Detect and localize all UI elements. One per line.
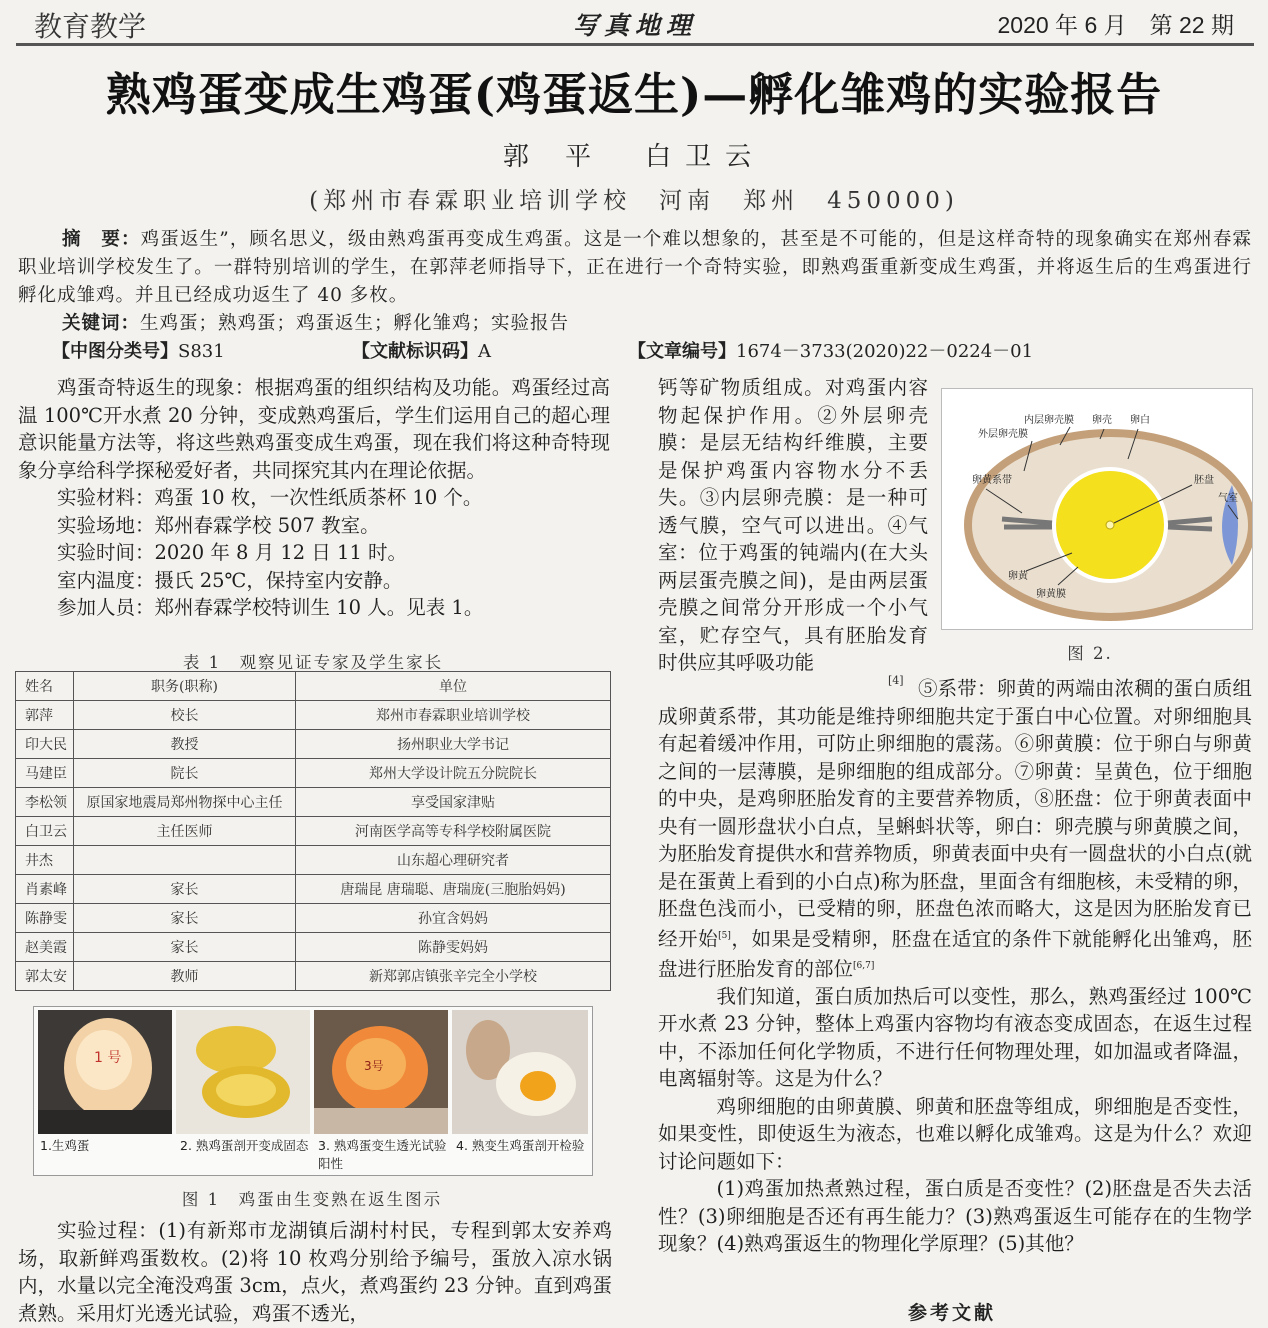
article-title: 熟鸡蛋变成生鸡蛋(鸡蛋返生)—孵化雏鸡的实验报告 (105, 68, 1163, 121)
right-column-wide (658, 675, 1252, 1258)
table-cell: 教授 (74, 730, 296, 759)
photo-candling (314, 1010, 448, 1134)
table-row (16, 875, 611, 904)
figure1-caption: 图 1 鸡蛋由生变熟在返生图示 (181, 1190, 443, 1209)
label-air-cell: 气室 (1218, 493, 1238, 504)
label-albumen: 卵白 (1130, 415, 1150, 426)
ref-4: [4] (888, 674, 904, 687)
table-header-cell: 单位 (296, 672, 611, 701)
clc-number: 【中图分类号】S831 (52, 341, 225, 362)
table-cell: 家长 (74, 933, 296, 962)
keywords-text: 生鸡蛋；熟鸡蛋；鸡蛋返生；孵化雏鸡；实验报告 (140, 313, 570, 334)
table-cell: 教师 (74, 962, 296, 991)
figure-1 (33, 1006, 593, 1176)
photo-opened-egg (452, 1010, 588, 1134)
process-paragraph: 实验过程：(1)有新郑市龙湖镇后湖村村民，专程到郭太安养鸡场，取新鲜鸡蛋数枚。(2)将 10 枚鸡分别给予编号，蛋放入凉水锅内，水量以完全淹没鸡蛋 3cm，点火，煮鸡蛋约 23 分钟。直到鸡蛋煮熟。采用灯光透光试验，鸡蛋不透光， (18, 1219, 612, 1325)
table-cell: 孙宜含妈妈 (296, 904, 611, 933)
discussion-paragraph-2: 鸡卵细胞的由卵黄膜、卵黄和胚盘等组成，卵细胞是否变性，如果变性，即使返生为液态，也难以孵化成雏鸡。这是为什么？欢迎讨论问题如下： (658, 1094, 1252, 1173)
table-row (16, 701, 611, 730)
table-cell: 扬州职业大学书记 (296, 730, 611, 759)
temperature: 室内温度：摄氏 25℃，保持室内安静。 (57, 568, 403, 592)
table-1 (15, 671, 611, 991)
keywords-label: 关键词： (62, 313, 141, 334)
authors: 郭 平 白卫云 (502, 142, 766, 172)
photo-raw-egg (38, 1010, 172, 1134)
photo-label-3: 3. 熟鸡蛋变生透光试验阳性 (318, 1138, 447, 1171)
header-rule (16, 43, 1254, 46)
structure-continued: ⑤系带：卵黄的两端由浓稠的蛋白质组成卵黄系带，其功能是维持卵细胞共定于蛋白中心位置。对卵细胞具有起着缓冲作用，可防止卵细胞的震荡。⑥卵黄膜：位于卵白与卵黄之间的一层薄膜，是卵细胞的组成部分。⑦卵黄：呈黄色，位于细胞的中央，是鸡卵胚胎发育的主要营养物质，⑧胚盘：位于卵黄表面中央有一圆形盘状小白点，呈蝌蚪状等，卵白：卵壳膜与卵黄膜之间，为胚胎发育提供水和营养物质，卵黄表面中央有一圆盘状的小白点(就是在蛋黄上看到的小白点)称为胚盘，里面含有细胞核，未受精的卵，胚盘色浅而小，已受精的卵，胚盘色浓而略大，这是因为胚胎发育已经开始[5]，如果是受精卵，胚盘在适宜的条件下就能孵化出雏鸡，胚盘进行胚胎发育的部位[6,7] (658, 677, 1252, 980)
table-cell: 白卫云 (16, 817, 74, 846)
label-yolk: 卵黄 (1008, 571, 1028, 582)
table1-caption: 表 1 观察见证专家及学生家长 (182, 653, 444, 672)
table-cell: 井杰 (16, 846, 74, 875)
table-cell: 陈静雯 (16, 904, 74, 933)
table-header-cell: 职务(职称) (74, 672, 296, 701)
table-cell: 家长 (74, 875, 296, 904)
photo-cooked-egg (176, 1010, 310, 1134)
left-column-upper (18, 374, 610, 622)
table-row (16, 933, 611, 962)
article-number: 【文章编号】1674－3733(2020)22－0224－01 (628, 341, 1034, 362)
left-column-lower (18, 1217, 612, 1327)
label-germinal-disc: 胚盘 (1194, 475, 1214, 486)
journal-section: 教育教学 (34, 10, 147, 43)
place: 实验场地：郑州春霖学校 507 教室。 (57, 513, 380, 537)
photo-label-4: 4. 熟变生鸡蛋剖开检验 (456, 1138, 585, 1153)
figure2-caption: 图 2. (1067, 644, 1113, 663)
table-cell: 河南医学高等专科学校附属医院 (296, 817, 611, 846)
table-header-row (16, 672, 611, 701)
table-header-cell: 姓名 (16, 672, 74, 701)
label-inner-membrane: 内层卵壳膜 (1024, 415, 1074, 426)
table-row (16, 730, 611, 759)
table-row (16, 962, 611, 991)
ref-6-7: [6,7] (853, 960, 875, 971)
table-cell: 郭萍 (16, 701, 74, 730)
references-heading: 参考文献 (908, 1302, 997, 1324)
germinal-disc (1106, 521, 1114, 529)
structure-paragraph: 钙等矿物质组成。对鸡蛋内容物起保护作用。②外层卵壳膜：是层无结构纤维膜，主要是保护鸡蛋内容物水分不丢失。③内层卵壳膜：是一种可透气膜，空气可以进出。④气室：位于鸡蛋的钝端内(在大头两层蛋壳膜之间)，是由两层蛋壳膜之间常分开形成一个小气室，贮存空气，具有胚胎发育时供应其呼吸功能 (658, 376, 928, 674)
table-row (16, 904, 611, 933)
right-column-narrow (658, 374, 928, 677)
table-cell: 家长 (74, 904, 296, 933)
label-chalaza: 卵黄系带 (972, 475, 1012, 486)
table-cell: 山东超心理研究者 (296, 846, 611, 875)
table-cell: 享受国家津贴 (296, 788, 611, 817)
intro-paragraph: 鸡蛋奇特返生的现象：根据鸡蛋的组织结构及功能。鸡蛋经过高温 100℃开水煮 20 分钟，变成熟鸡蛋后，学生们运用自己的超心理意识能量方法等，将这些熟鸡蛋变成生鸡蛋，现在我们将这种奇特现象分享给科学探秘爱好者，共同探究其内在理论依据。 (18, 376, 610, 482)
table-cell: 新郑郭店镇张辛完全小学校 (296, 962, 611, 991)
questions-paragraph: (1)鸡蛋加热煮熟过程，蛋白质是否变性？(2)胚盘是否失去活性？(3)卵细胞是否还有再生能力？(3)熟鸡蛋返生可能存在的生物学现象？(4)熟鸡蛋返生的物理化学原理？(5)其他？ (658, 1177, 1252, 1255)
table-cell: 赵美霞 (16, 933, 74, 962)
table-cell: 李松领 (16, 788, 74, 817)
svg-text:1 号: 1 号 (94, 1050, 122, 1066)
table-cell (74, 846, 296, 875)
page-header (0, 0, 1268, 46)
table-cell: 校长 (74, 701, 296, 730)
table-cell: 主任医师 (74, 817, 296, 846)
table-cell: 郭太安 (16, 962, 74, 991)
table-row (16, 846, 611, 875)
journal-name: 写真地理 (573, 11, 698, 40)
ref-5: [5] (718, 930, 731, 941)
materials: 实验材料：鸡蛋 10 枚，一次性纸质茶杯 10 个。 (57, 486, 483, 509)
issue-info: 2020 年 6 月 第 22 期 (997, 12, 1234, 38)
abstract-text: 鸡蛋返生”，顾名思义，级由熟鸡蛋再变成生鸡蛋。这是一个难以想象的，甚至是不可能的，但是这样奇特的现象确实在郑州春霖职业培训学校发生了。一群特别培训的学生，在郭萍老师指导下，正在进行一个奇特实验，即熟鸡蛋重新变成生鸡蛋，并将返生后的生鸡蛋进行孵化成雏鸡。并且已经成功返生了 40 多枚。 (18, 229, 1252, 306)
table-cell: 原国家地震局郑州物探中心主任 (74, 788, 296, 817)
table-cell: 唐瑞昆 唐瑞聪、唐瑞庞(三胞胎妈妈) (296, 875, 611, 904)
table-row (16, 817, 611, 846)
table-cell: 印大民 (16, 730, 74, 759)
doc-code: 【文献标识码】A (352, 341, 491, 362)
table-cell: 肖素峰 (16, 875, 74, 904)
participants: 参加人员：郑州春霖学校特训生 10 人。见表 1。 (57, 596, 484, 619)
table-cell: 院长 (74, 759, 296, 788)
figure-2-egg-diagram (941, 388, 1253, 630)
abstract-label: 摘 要： (62, 229, 141, 250)
affiliation: (郑州市春霖职业培训学校 河南 郑州 450000) (309, 188, 959, 214)
abstract (18, 226, 1252, 310)
label-yolk-membrane: 卵黄膜 (1036, 589, 1066, 600)
photo-label-1: 1.生鸡蛋 (40, 1138, 90, 1153)
svg-text:3号: 3号 (364, 1059, 384, 1073)
table-cell: 马建臣 (16, 759, 74, 788)
table-cell: 郑州大学设计院五分院院长 (296, 759, 611, 788)
table-row (16, 788, 611, 817)
label-shell: 卵壳 (1092, 415, 1112, 426)
table-cell: 陈静雯妈妈 (296, 933, 611, 962)
table-row (16, 759, 611, 788)
keywords (62, 309, 569, 335)
photo-label-2: 2. 熟鸡蛋剖开变成固态 (180, 1138, 309, 1153)
discussion-paragraph-1: 我们知道，蛋白质加热后可以变性，那么，熟鸡蛋经过 100℃开水煮 23 分钟，整体上鸡蛋内容物均有液态变成固态，在返生过程中，不添加任何化学物质，不进行任何物理处理，如加温或者降温，电离辐射等。这是为什么？ (658, 984, 1252, 1090)
table-cell: 郑州市春霖职业培训学校 (296, 701, 611, 730)
label-outer-membrane: 外层卵壳膜 (978, 429, 1028, 440)
time: 实验时间：2020 年 8 月 12 日 11 时。 (57, 541, 408, 564)
